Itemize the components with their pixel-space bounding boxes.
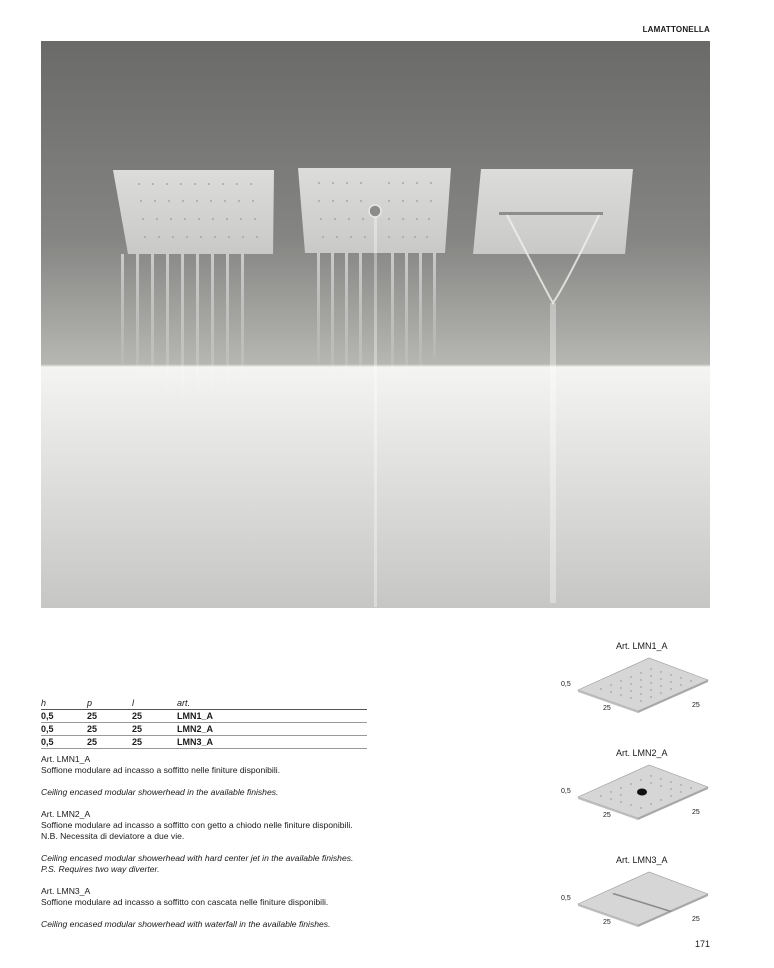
cell-l: 25 [132, 723, 177, 736]
description-lmn2 [41, 809, 381, 842]
page-number: 171 [694, 939, 710, 949]
column-header-l: l [132, 697, 177, 710]
dimension-l: 25 [692, 916, 700, 923]
product-drawing-lmn2 [556, 748, 716, 848]
description-lmn1 [41, 754, 381, 776]
product-photo [41, 41, 710, 608]
description-art-title: Art. LMN2_A [41, 809, 91, 819]
dimension-p: 25 [603, 919, 611, 926]
cell-art: LMN2_A [177, 723, 367, 736]
description-lmn3 [41, 886, 381, 908]
showerhead-center-jet-icon [556, 762, 716, 842]
cell-art: LMN1_A [177, 710, 367, 723]
column-header-art: art. [177, 697, 367, 710]
description-english-note: P.S. Requires two way diverter. [41, 864, 160, 874]
table-row [41, 710, 367, 723]
brand-header: LAMATTONELLA [642, 25, 710, 34]
product-drawing-lmn3 [556, 855, 716, 955]
dimension-h: 0,5 [561, 895, 571, 902]
table-header-row [41, 697, 367, 710]
cell-h: 0,5 [41, 723, 87, 736]
description-lmn1-english [41, 787, 381, 798]
cell-l: 25 [132, 710, 177, 723]
product-drawing-lmn1 [556, 641, 716, 741]
description-lmn3-english [41, 919, 381, 930]
cell-l: 25 [132, 736, 177, 749]
dimension-p: 25 [603, 705, 611, 712]
product-title: Art. LMN2_A [616, 748, 668, 758]
description-lmn2-english [41, 853, 381, 875]
descriptions [41, 754, 381, 941]
description-english: Ceiling encased modular showerhead with hard center jet in the available finishes. [41, 853, 354, 863]
description-art-title: Art. LMN1_A [41, 754, 91, 764]
description-art-title: Art. LMN3_A [41, 886, 91, 896]
cell-h: 0,5 [41, 736, 87, 749]
dimension-h: 0,5 [561, 681, 571, 688]
cell-art: LMN3_A [177, 736, 367, 749]
table-row [41, 736, 367, 749]
column-header-h: h [41, 697, 87, 710]
cell-p: 25 [87, 710, 132, 723]
dimension-l: 25 [692, 702, 700, 709]
description-english: Ceiling encased modular showerhead with waterfall in the available finishes. [41, 919, 331, 929]
product-title: Art. LMN1_A [616, 641, 668, 651]
column-header-p: p [87, 697, 132, 710]
cell-h: 0,5 [41, 710, 87, 723]
description-italian: Soffione modulare ad incasso a soffitto nelle finiture disponibili. [41, 765, 281, 775]
showerhead-waterfall-icon [556, 869, 716, 949]
dimension-p: 25 [603, 812, 611, 819]
showerhead-square-icon [556, 655, 716, 735]
description-italian-note: N.B. Necessita di deviatore a due vie. [41, 831, 185, 841]
description-english: Ceiling encased modular showerhead in the available finishes. [41, 787, 279, 797]
spec-table [41, 697, 367, 749]
table-row [41, 723, 367, 736]
description-italian: Soffione modulare ad incasso a soffitto con cascata nelle finiture disponibili. [41, 897, 329, 907]
cell-p: 25 [87, 723, 132, 736]
dimension-h: 0,5 [561, 788, 571, 795]
description-italian: Soffione modulare ad incasso a soffitto con getto a chiodo nelle finiture disponibili. [41, 820, 353, 830]
dimension-l: 25 [692, 809, 700, 816]
product-title: Art. LMN3_A [616, 855, 668, 865]
cell-p: 25 [87, 736, 132, 749]
